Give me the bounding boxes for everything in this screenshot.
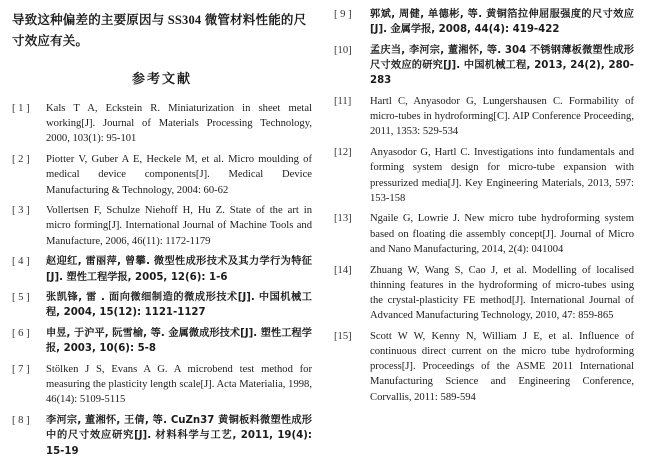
reference-text: Piotter V, Guber A E, Heckele M, et al. Micro moulding of medical device components[J]. Medical Device Manufacturing & Technology, 2004: 60-62 [46,154,312,196]
reference-entry [12,362,312,408]
reference-text: Anyasodor G, Hartl C. Investigations into fundamentals and forming system design for micro-tube expansion with pressurized media[J]. Key Engineering Materials, 2013, 597: 153-158 [370,147,634,204]
reference-number: [ 6 ] [12,328,30,340]
reference-text: 张凯锋, 雷 . 面向微细制造的微成形技术[J]. 中国机械工程, 2004, 15(12): 1121-1127 [46,292,312,319]
reference-text: 郭斌, 周健, 单德彬, 等. 黄铜箔拉伸屈服强度的尺寸效应[J]. 金属学报, 2008, 44(4): 419-422 [370,9,634,36]
reference-number: [14] [334,264,352,276]
reference-number: [12] [334,147,352,159]
reference-entry [12,254,312,284]
reference-text: 赵迎红, 雷丽萍, 曾攀. 微型性成形技术及其力学行为特征[J]. 塑性工程学报, 2005, 12(6): 1-6 [46,256,312,283]
reference-text: Kals T A, Eckstein R. Miniaturization in sheet metal working[J]. Journal of Materials Processing Technology, 2000, 103(1): 95-101 [46,103,312,145]
reference-entry [334,7,634,37]
reference-text: 李河宗, 董湘怀, 王倩, 等. CuZn37 黄铜板料微塑性成形中的尺寸效应研究[J]. 材料科学与工艺, 2011, 19(4): 15-19 [46,415,312,457]
reference-number: [ 7 ] [12,364,30,376]
reference-entry [334,211,634,257]
reference-entry [12,152,312,198]
left-column [12,0,312,464]
reference-entry [12,203,312,249]
reference-text: Hartl C, Anyasodor G, Lungershausen C. Formability of micro-tubes in hydroforming[C]. AIP Conference Proceeding, 2011, 1353: 529-534 [370,96,634,138]
reference-text: Scott W W, Kenny N, William J E, et al. Influence of continuous direct current on the micro tube hydroforming process[J]. Proceedings of the ASME 2011 International Manufacturing Science and Engineering Conference, Corvallis, 2011: 589-594 [370,330,634,403]
reference-text: Vollertsen F, Schulze Niehoff H, Hu Z. State of the art in micro forming[J]. International Journal of Machine Tools and Manufacture, 2006, 46(11): 1172-1179 [46,205,312,247]
reference-entry [12,290,312,320]
reference-number: [ 1 ] [12,103,30,114]
reference-number: [ 5 ] [12,292,30,304]
reference-number: [ 8 ] [12,415,30,427]
reference-text: Stölken J S, Evans A G. A microbend test method for measuring the plasticity length scale[J]. Acta Materialia, 1998, 46(14): 5109-5115 [46,364,312,406]
reference-number: [ 2 ] [12,154,30,166]
left-reference-list [12,101,312,459]
right-reference-list [334,7,634,405]
reference-text: 孟庆当, 李河宗, 董湘怀, 等. 304 不锈钢薄板微塑性成形尺寸效应的研究[J]. 中国机械工程, 2013, 24(2), 280-283 [370,44,634,87]
reference-number: [15] [334,330,352,342]
reference-text: Zhuang W, Wang S, Cao J, et al. Modelling of localised thinning features in the hydroforming of micro-tubes using the crystal-plasticity FE method[J]. International Journal of Advanced Manufacturing Technology, 2010, 47: 859-865 [370,264,634,322]
intro-paragraph: 导致这种偏差的主要原因与 SS304 微管材料性能的尺寸效应有关。 [12,13,307,48]
reference-number: [ 4 ] [12,256,30,268]
reference-entry [334,263,634,324]
reference-entry [334,94,634,140]
reference-entry [12,326,312,356]
reference-number: [10] [334,44,352,56]
reference-text: Ngaile G, Lowrie J. New micro tube hydroforming system based on floating die assembly concept[J]. Journal of Micro and Nano Manufacturing, 2014, 2(4): 041004 [370,213,634,255]
reference-text: 申昱, 于沪平, 阮雪榆, 等. 金属微成形技术[J]. 塑性工程学报, 2003, 10(6): 5-8 [46,328,312,355]
reference-entry [334,43,634,89]
reference-entry [12,101,312,147]
reference-entry [334,145,634,206]
right-column [334,0,634,410]
reference-number: [ 9 ] [334,9,352,20]
reference-entry [334,329,634,405]
reference-number: [13] [334,213,352,225]
reference-number: [ 3 ] [12,205,30,217]
reference-number: [11] [334,96,352,108]
reference-entry [12,413,312,459]
references-heading: 参考文献 [131,71,192,86]
